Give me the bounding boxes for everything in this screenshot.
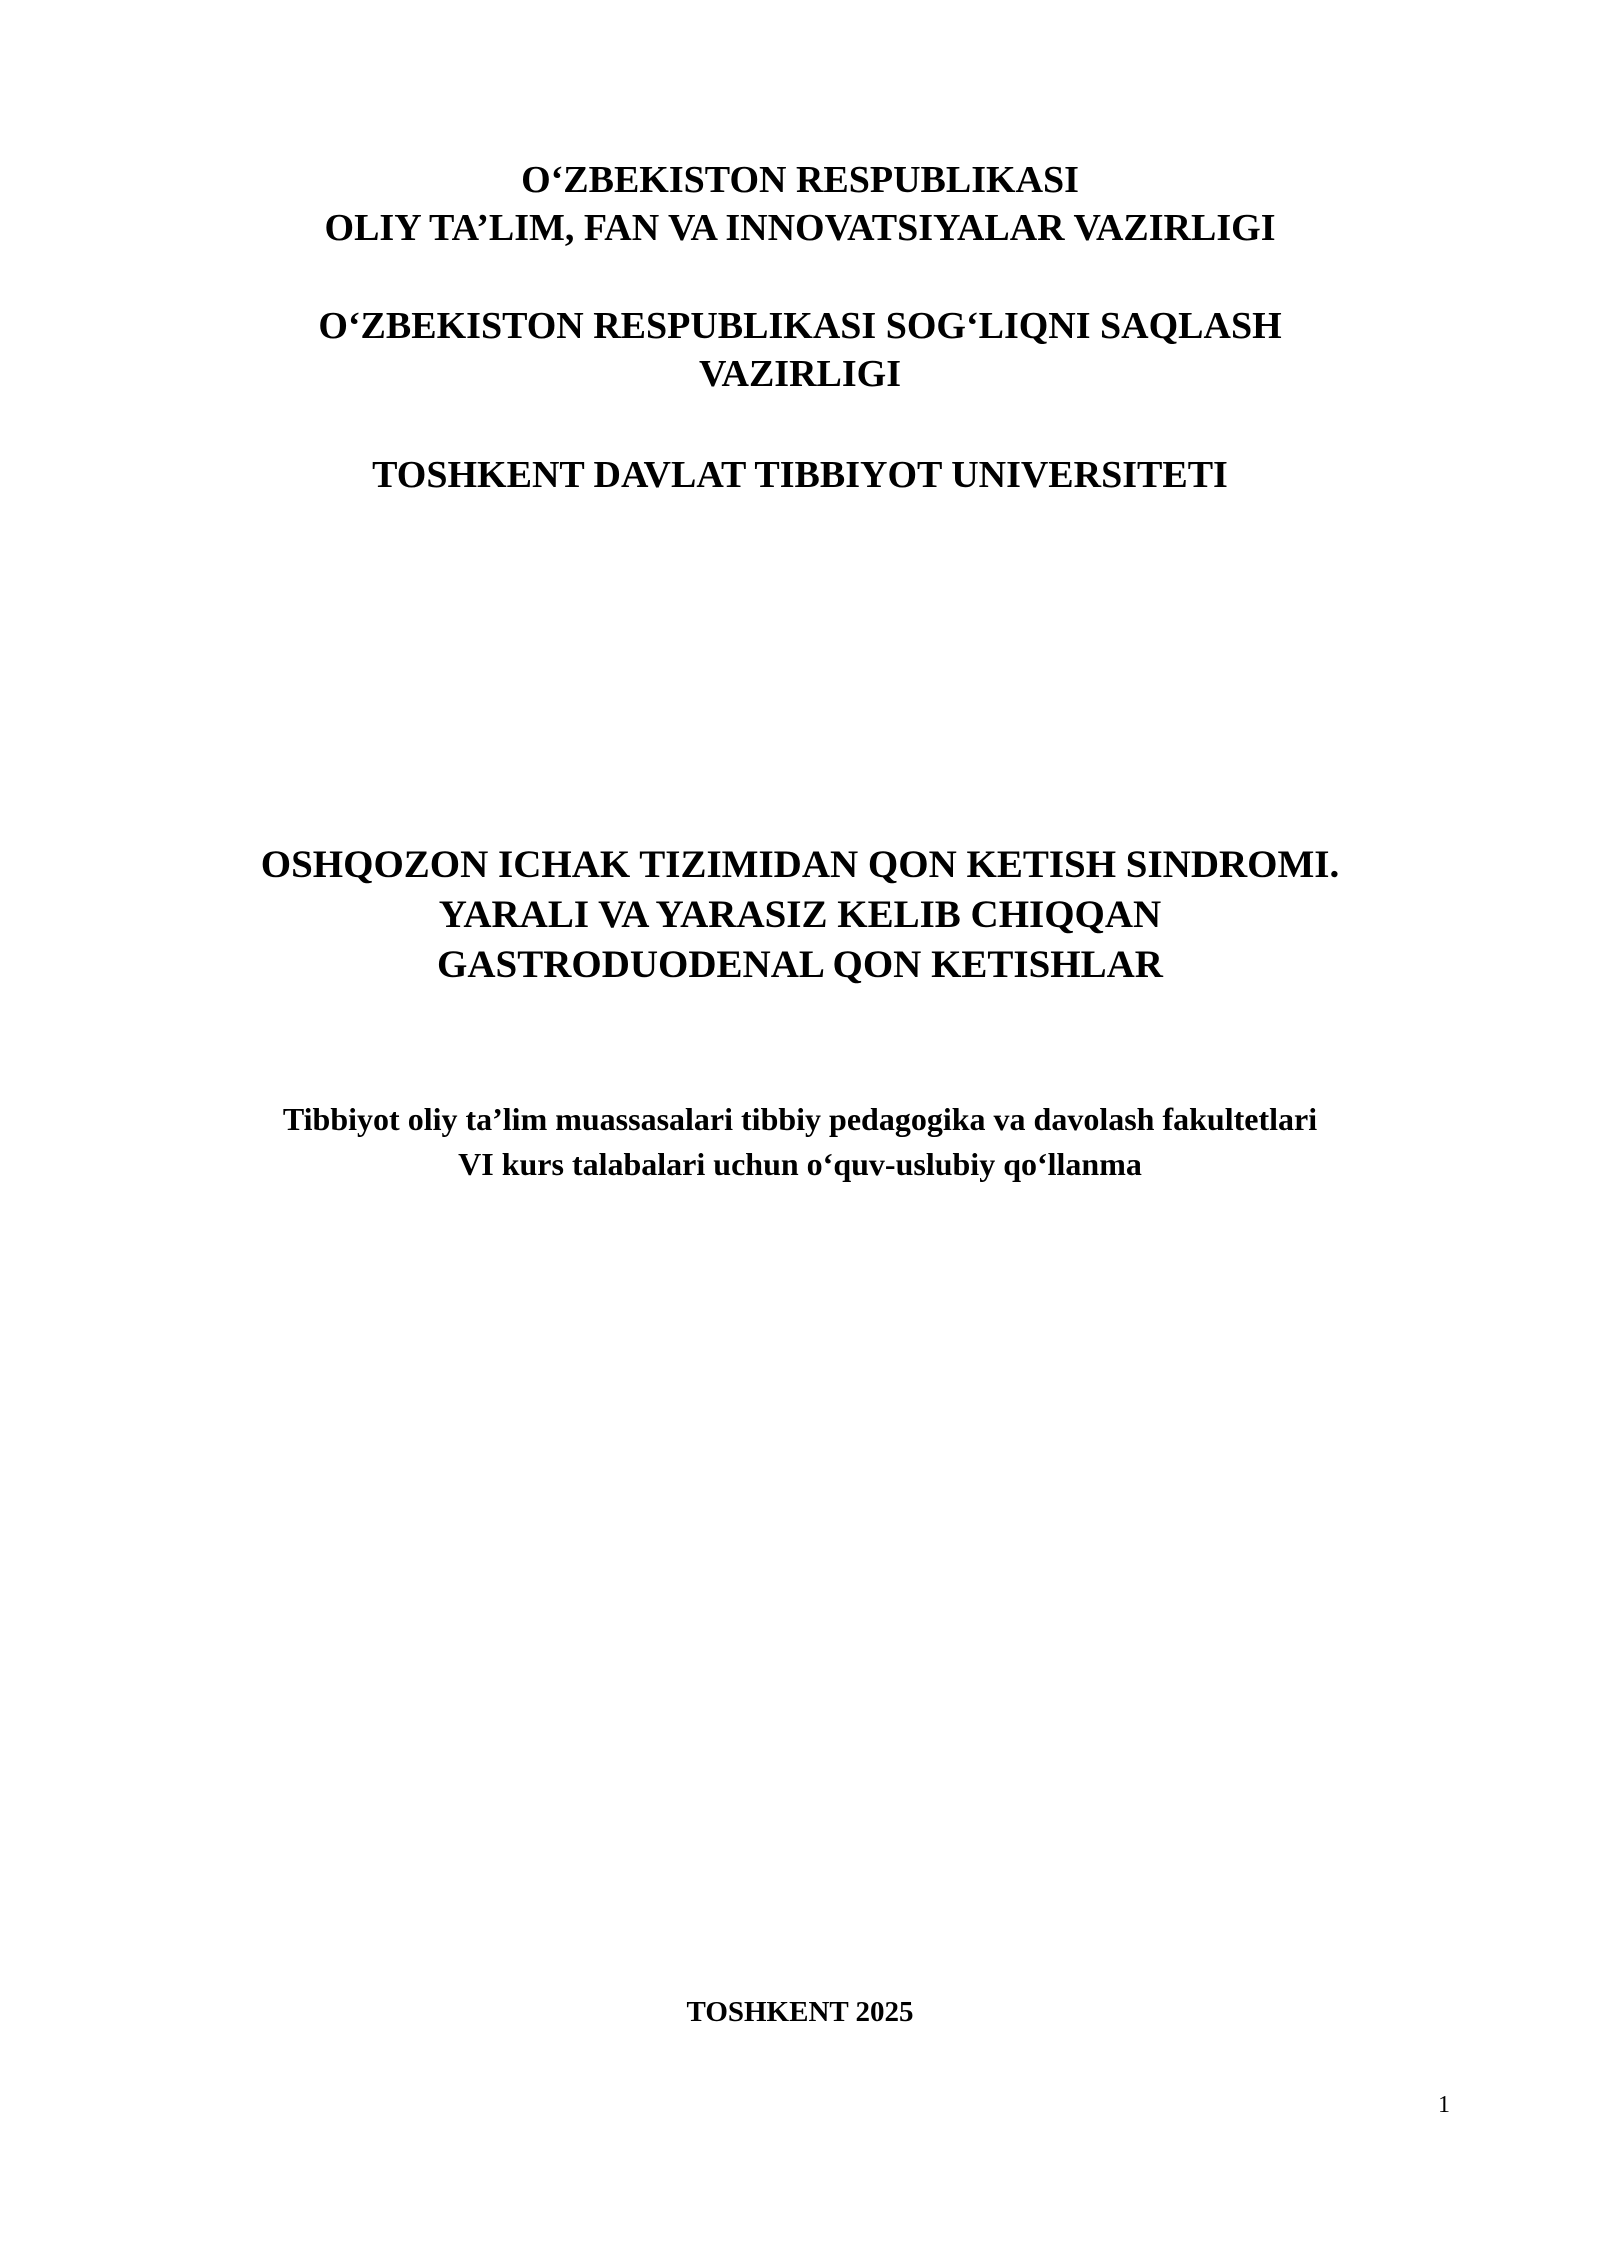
document-subtitle xyxy=(0,1097,1600,1187)
subtitle-line-1: Tibbiyot oliy ta’lim muassasalari tibbiy pedagogika va davolash fakultetlari xyxy=(282,1101,1318,1137)
university-heading xyxy=(0,451,1600,499)
document-title xyxy=(0,840,1600,990)
title-line-3: GASTRODUODENAL QON KETISHLAR xyxy=(437,943,1163,986)
ministry-of-higher-education-heading xyxy=(0,156,1600,252)
ministry-health-line-1: O‘ZBEKISTON RESPUBLIKASI SOG‘LIQNI SAQLASH xyxy=(318,305,1282,347)
title-line-1: OSHQOZON ICHAK TIZIMIDAN QON KETISH SINDROMI. xyxy=(260,843,1340,886)
subtitle-line-2: VI kurs talabalari uchun o‘quv-uslubiy qo‘llanma xyxy=(458,1146,1142,1182)
university-name: TOSHKENT DAVLAT TIBBIYOT UNIVERSITETI xyxy=(372,454,1228,496)
ministry-of-health-heading xyxy=(0,302,1600,398)
page-number: 1 xyxy=(1438,2092,1450,2118)
title-line-2: YARALI VA YARASIZ KELIB CHIQQAN xyxy=(438,893,1162,936)
ministry-name-line: OLIY TA’LIM, FAN VA INNOVATSIYALAR VAZIRLIGI xyxy=(324,207,1276,249)
city-and-year xyxy=(0,1994,1600,2030)
country-name-line: O‘ZBEKISTON RESPUBLIKASI xyxy=(521,159,1079,201)
ministry-health-line-2: VAZIRLIGI xyxy=(698,353,902,395)
city-year-text: TOSHKENT 2025 xyxy=(686,1996,914,2028)
